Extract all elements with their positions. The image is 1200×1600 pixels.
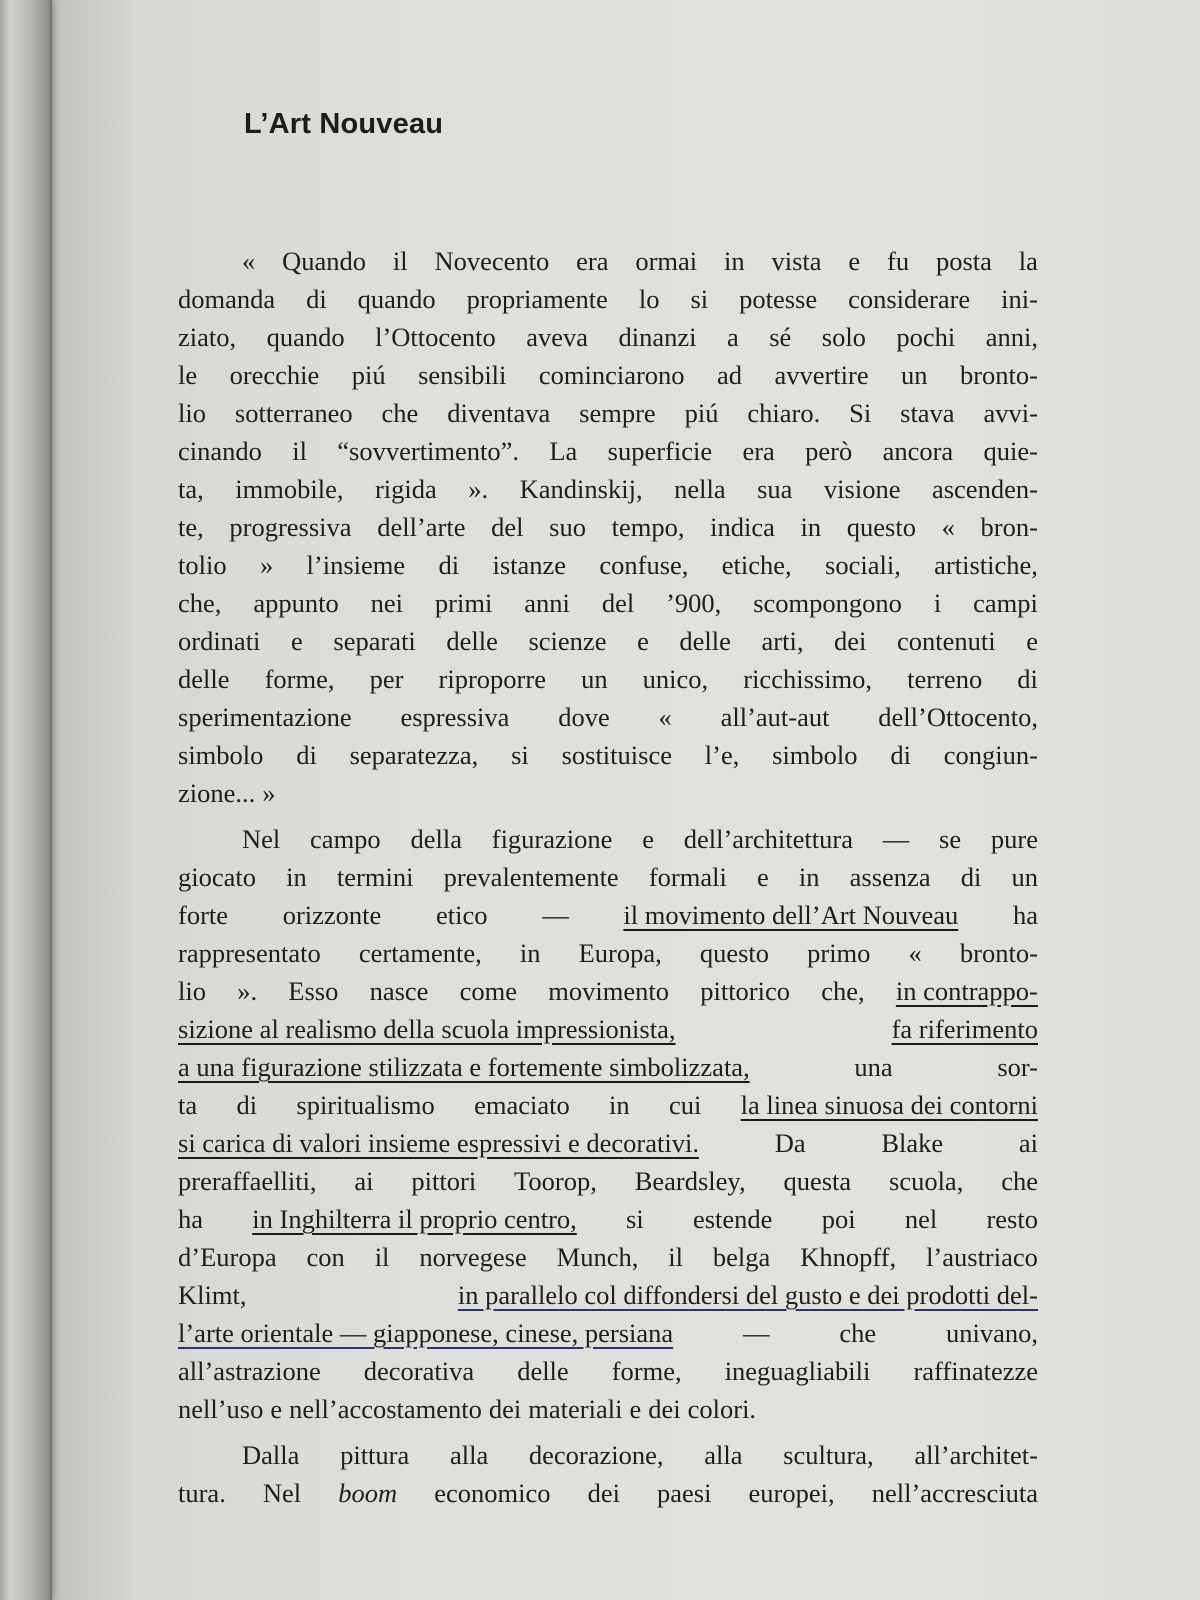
text-line: giocato in termini prevalentemente formali e in assenza di un [178,862,1038,892]
text-line: Dalla pittura alla decorazione, alla scultura, all’architet- [242,1440,1038,1470]
text-line: si carica di valori insieme espressivi e decorativi. Da Blake ai [178,1124,1038,1162]
text-line: te, progressiva dell’arte del suo tempo, indica in questo « bron- [178,512,1038,542]
text-line: « Quando il Novecento era ormai in vista e fu posta la [242,246,1038,276]
text-line: tolio » l’insieme di istanze confuse, etiche, sociali, artistiche, [178,550,1038,580]
underlined-phrase: si carica di valori insieme espressivi e decorativi. [178,1128,699,1158]
text-line [178,1010,1038,1048]
chapter-heading: L’Art Nouveau [244,108,444,140]
text-line: tura. Nel boom economico dei paesi europei, nell’accresciuta [178,1478,1038,1508]
text-line: ziato, quando l’Ottocento aveva dinanzi a sé solo pochi anni, [178,322,1038,352]
text-line: zione... » [178,778,276,808]
text-line: d’Europa con il norvegese Munch, il belga Khnopff, l’austriaco [178,1242,1038,1272]
underlined-phrase: fa riferimento [891,1014,1038,1044]
text-line: a una figurazione stilizzata e fortemente simbolizzata, una sor- [178,1048,1038,1086]
text-line: nell’uso e nell’accostamento dei materiali e dei colori. [178,1394,757,1424]
text-line: delle forme, per riproporre un unico, ricchissimo, terreno di [178,664,1038,694]
body-text [178,242,1038,1512]
text-line: all’astrazione decorativa delle forme, ineguagliabili raffinatezze [178,1356,1038,1386]
underlined-phrase: a una figurazione stilizzata e fortemente simbolizzata, [178,1052,750,1082]
text-line: domanda di quando propriamente lo si potesse considerare ini- [178,284,1038,314]
underlined-phrase: il movimento dell’Art Nouveau [623,900,959,930]
text-line: lio sotterraneo che diventava sempre piú chiaro. Si stava avvi- [178,398,1038,428]
text-line: ha in Inghilterra il proprio centro, si estende poi nel resto [178,1200,1038,1238]
underlined-phrase: sizione al realismo della scuola impressionista, [178,1014,676,1044]
text-line: ta, immobile, rigida ». Kandinskij, nella sua visione ascenden- [178,474,1038,504]
text-line: che, appunto nei primi anni del ’900, scompongono i campi [178,588,1038,618]
text-line: cinando il “sovvertimento”. La superficie era però ancora quie- [178,436,1038,466]
text-line: simbolo di separatezza, si sostituisce l’e, simbolo di congiun- [178,740,1038,770]
text-line: le orecchie piú sensibili cominciarono ad avvertire un bronto- [178,360,1038,390]
text-line: Nel campo della figurazione e dell’architettura — se pure [242,824,1038,854]
underlined-phrase: in Inghilterra il proprio centro, [252,1204,577,1234]
text-line: l’arte orientale — giapponese, cinese, persiana — che univano, [178,1314,1038,1352]
underlined-phrase: in contrappo- [895,976,1038,1006]
text-line: ta di spiritualismo emaciato in cui la linea sinuosa dei contorni [178,1086,1038,1124]
underlined-phrase: la linea sinuosa dei contorni [740,1090,1038,1120]
text-line: rappresentato certamente, in Europa, questo primo « bronto- [178,938,1038,968]
text-line: sperimentazione espressiva dove « all’aut-aut dell’Ottocento, [178,702,1038,732]
text-line: forte orizzonte etico — il movimento dell’Art Nouveau ha [178,896,1038,934]
text-line: ordinati e separati delle scienze e delle arti, dei contenuti e [178,626,1038,656]
underlined-phrase: l’arte orientale — giapponese, cinese, persiana [178,1318,674,1348]
book-gutter [0,0,52,1600]
text-line: preraffaelliti, ai pittori Toorop, Beardsley, questa scuola, che [178,1166,1038,1196]
text-line: lio ». Esso nasce come movimento pittorico che, in contrappo- [178,972,1038,1010]
text-line: Klimt, in parallelo col diffondersi del gusto e dei prodotti del- [178,1276,1038,1314]
underlined-phrase: in parallelo col diffondersi del gusto e dei prodotti del- [457,1280,1038,1310]
